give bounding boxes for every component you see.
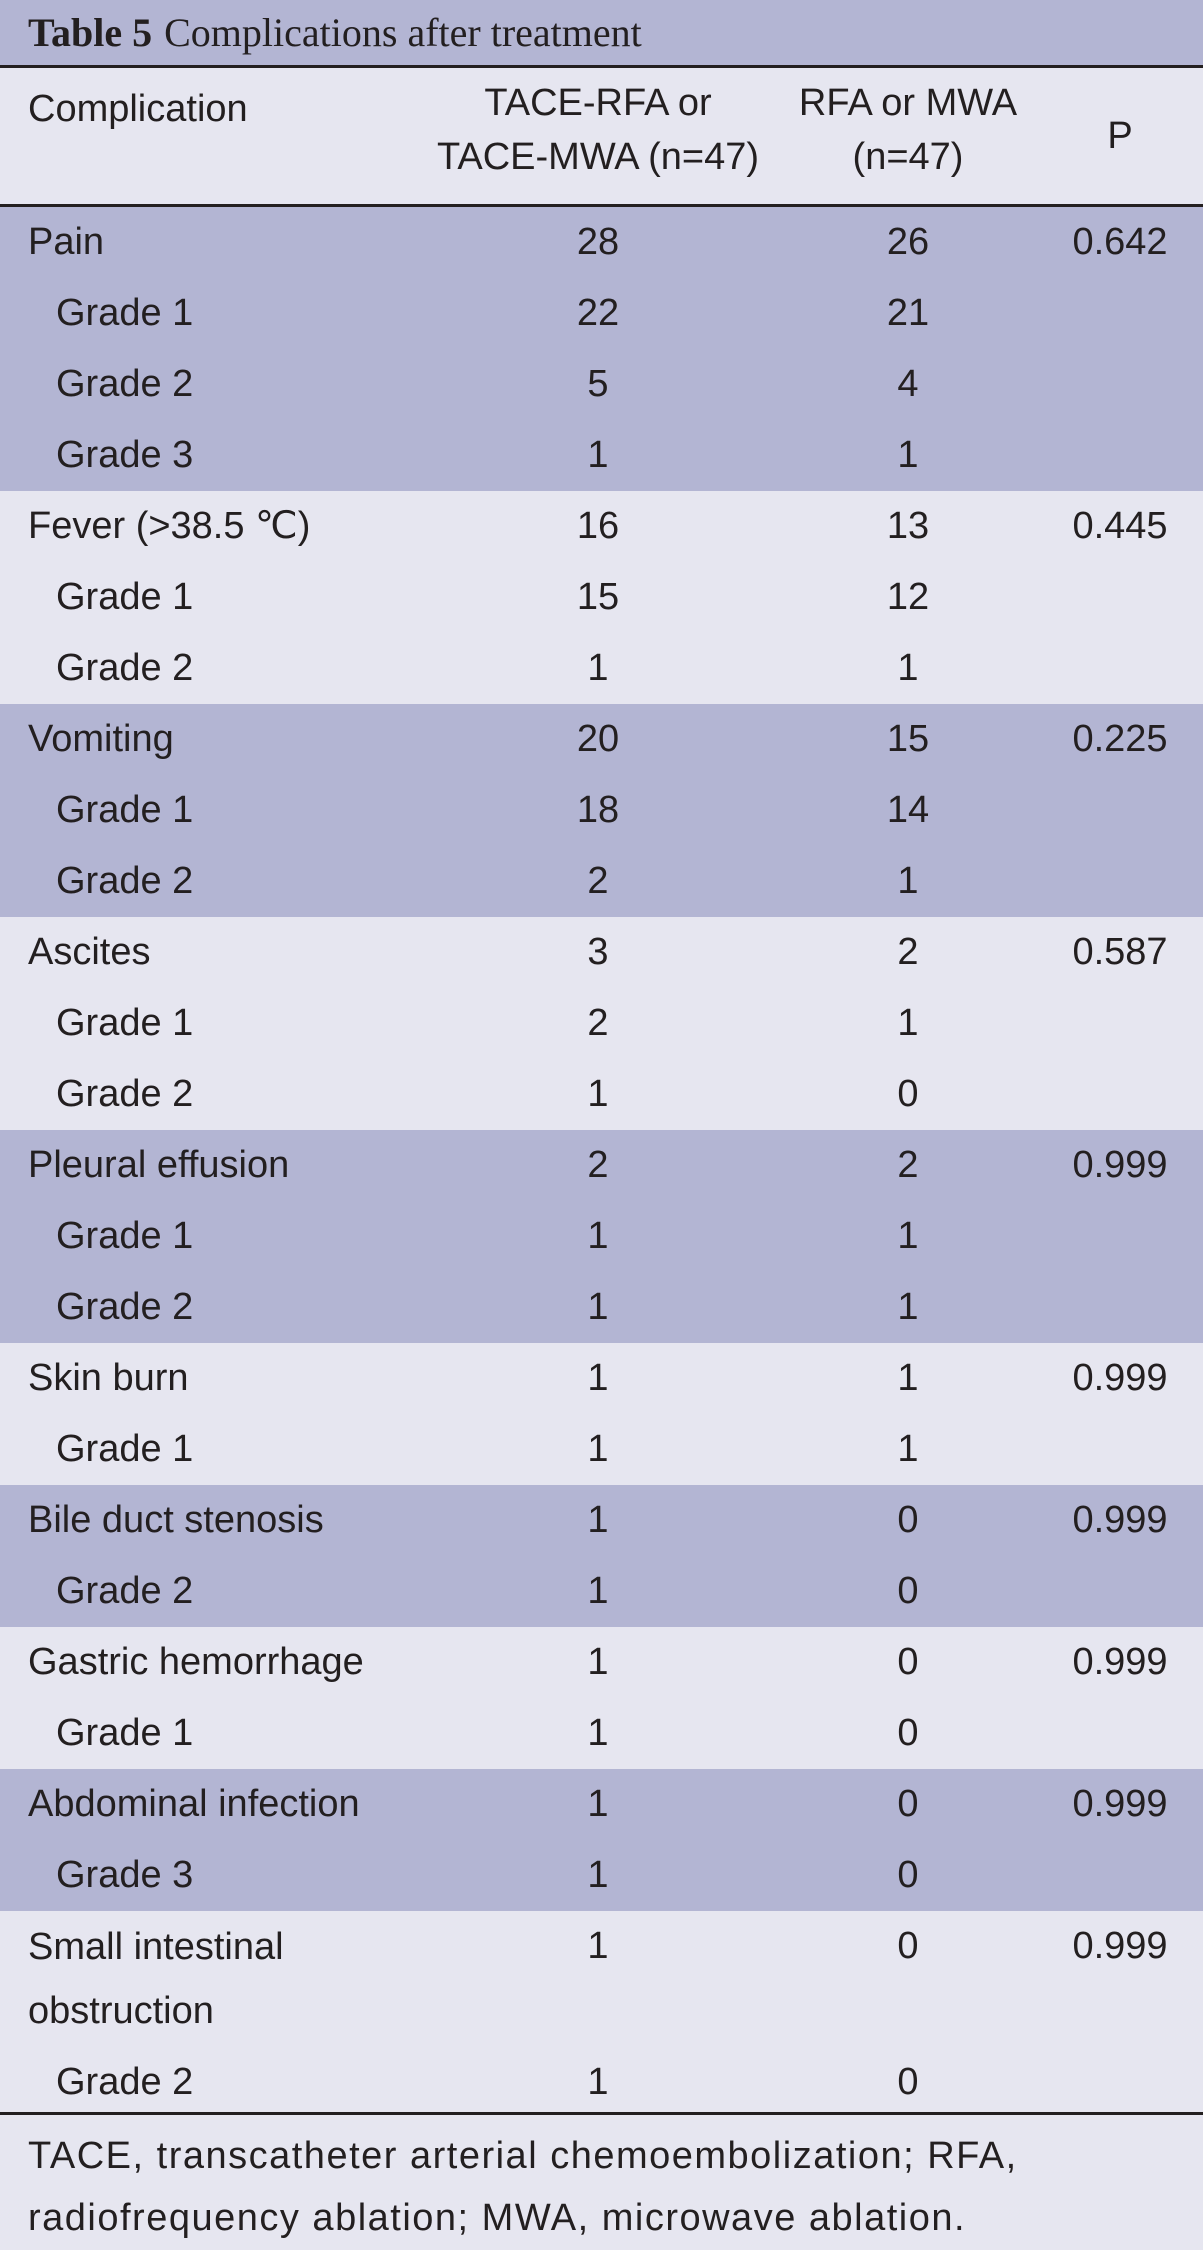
table-body: [0, 207, 1203, 2118]
table-footnote: TACE, transcatheter arterial chemoembolization; RFA, radiofrequency ablation; MWA, microwave ablation.: [0, 2112, 1203, 2250]
table-row-grade: [0, 1556, 1203, 1627]
value-group-b: 12: [886, 576, 930, 618]
table-row: [0, 917, 1203, 988]
header-complication: Complication: [28, 88, 248, 130]
value-group-a: 1: [587, 1712, 609, 1754]
table-row-grade: [0, 420, 1203, 491]
value-group-b: 26: [886, 221, 930, 263]
complication-name: Pain: [28, 221, 105, 263]
table-row-grade: [0, 988, 1203, 1059]
value-group-a: 2: [587, 860, 609, 902]
complication-name: Ascites: [28, 931, 151, 973]
complication-group: [0, 1627, 1203, 1769]
value-group-a: 15: [576, 576, 620, 618]
table-row: [0, 207, 1203, 278]
value-group-b: 21: [886, 292, 930, 334]
header-group-a-line1: TACE-RFA or: [484, 82, 712, 124]
table-row: [0, 1627, 1203, 1698]
complication-group: [0, 491, 1203, 704]
value-group-a: 1: [587, 1357, 609, 1399]
table-title: Complications after treatment: [164, 10, 642, 55]
value-group-b: 14: [886, 789, 930, 831]
table-label: Table 5: [28, 10, 153, 55]
table-row-grade: [0, 633, 1203, 704]
p-value: 0.999: [1072, 1783, 1168, 1825]
value-group-b: 2: [897, 931, 919, 973]
value-group-a: 1: [587, 647, 609, 689]
header-p: P: [1107, 115, 1133, 157]
header-group-b: [748, 76, 1068, 184]
grade-name: Grade 3: [56, 1854, 194, 1896]
grade-name: Grade 1: [56, 1002, 194, 1044]
value-group-a: 16: [576, 505, 620, 547]
grade-name: Grade 2: [56, 2061, 194, 2103]
header-group-b-line1: RFA or MWA: [798, 82, 1018, 124]
p-value: 0.587: [1072, 931, 1168, 973]
value-group-a: 1: [587, 2061, 609, 2103]
value-group-a: 1: [587, 1783, 609, 1825]
value-group-b: 1: [897, 1215, 919, 1257]
value-group-a: 1: [587, 1570, 609, 1612]
p-value: 0.225: [1072, 718, 1168, 760]
value-group-a: 1: [587, 1925, 609, 1967]
value-group-a: 1: [587, 1499, 609, 1541]
value-group-a: 1: [587, 1215, 609, 1257]
grade-name: Grade 1: [56, 1428, 194, 1470]
grade-name: Grade 1: [56, 1712, 194, 1754]
value-group-b: 0: [897, 1499, 919, 1541]
value-group-b: 0: [897, 1712, 919, 1754]
value-group-a: 20: [576, 718, 620, 760]
complication-name: Small intestinal obstruction: [28, 1926, 284, 2032]
grade-name: Grade 1: [56, 789, 194, 831]
grade-name: Grade 3: [56, 434, 194, 476]
value-group-a: 1: [587, 1286, 609, 1328]
grade-name: Grade 2: [56, 860, 194, 902]
complication-group: [0, 1911, 1203, 2118]
grade-name: Grade 2: [56, 1073, 194, 1115]
value-group-b: 0: [897, 1783, 919, 1825]
complication-group: [0, 1130, 1203, 1343]
grade-name: Grade 1: [56, 1215, 194, 1257]
table-row-grade: [0, 1059, 1203, 1130]
value-group-b: 1: [897, 1357, 919, 1399]
value-group-b: 1: [897, 860, 919, 902]
complication-group: [0, 207, 1203, 491]
table-caption: [0, 0, 1203, 68]
p-value: 0.642: [1072, 221, 1168, 263]
table-row-grade: [0, 1414, 1203, 1485]
value-group-a: 1: [587, 434, 609, 476]
value-group-b: 15: [886, 718, 930, 760]
table-row: [0, 491, 1203, 562]
value-group-b: 1: [897, 1002, 919, 1044]
complication-group: [0, 1343, 1203, 1485]
grade-name: Grade 1: [56, 292, 194, 334]
value-group-b: 1: [897, 434, 919, 476]
value-group-b: 0: [897, 1073, 919, 1115]
table-row-grade: [0, 278, 1203, 349]
value-group-a: 28: [576, 221, 620, 263]
value-group-b: 1: [897, 1428, 919, 1470]
p-value: 0.999: [1072, 1357, 1168, 1399]
table-row: [0, 1485, 1203, 1556]
value-group-b: 0: [897, 2061, 919, 2103]
value-group-b: 0: [897, 1854, 919, 1896]
p-value: 0.999: [1072, 1499, 1168, 1541]
header-group-a: [418, 76, 778, 184]
value-group-a: 1: [587, 1854, 609, 1896]
table-row: [0, 1769, 1203, 1840]
p-value: 0.999: [1072, 1144, 1168, 1186]
p-value: 0.445: [1072, 505, 1168, 547]
complication-group: [0, 917, 1203, 1130]
table-row: [0, 1130, 1203, 1201]
table-row-grade: [0, 1201, 1203, 1272]
table-row-grade: [0, 1840, 1203, 1911]
table-row-grade: [0, 846, 1203, 917]
table-row-grade: [0, 2047, 1203, 2118]
complication-name: Fever (>38.5 ℃): [28, 505, 311, 547]
complication-name: Vomiting: [28, 718, 174, 760]
table-row-grade: [0, 562, 1203, 633]
grade-name: Grade 2: [56, 647, 194, 689]
table-row-grade: [0, 1272, 1203, 1343]
value-group-a: 5: [587, 363, 609, 405]
value-group-a: 22: [576, 292, 620, 334]
complication-group: [0, 1485, 1203, 1627]
value-group-b: 13: [886, 505, 930, 547]
value-group-b: 1: [897, 647, 919, 689]
value-group-b: 2: [897, 1144, 919, 1186]
value-group-b: 0: [897, 1925, 919, 1967]
value-group-a: 1: [587, 1073, 609, 1115]
value-group-b: 0: [897, 1641, 919, 1683]
value-group-b: 1: [897, 1286, 919, 1328]
table-header: [0, 68, 1203, 207]
value-group-a: 2: [587, 1144, 609, 1186]
value-group-b: 4: [897, 363, 919, 405]
complication-group: [0, 704, 1203, 917]
header-group-b-line2: (n=47): [852, 136, 964, 178]
table-row-grade: [0, 1698, 1203, 1769]
grade-name: Grade 2: [56, 1570, 194, 1612]
table-row-grade: [0, 349, 1203, 420]
p-value: 0.999: [1072, 1925, 1168, 1967]
grade-name: Grade 2: [56, 363, 194, 405]
value-group-a: 2: [587, 1002, 609, 1044]
value-group-b: 0: [897, 1570, 919, 1612]
header-group-a-line2: TACE-MWA (n=47): [437, 136, 759, 178]
value-group-a: 18: [576, 789, 620, 831]
value-group-a: 3: [587, 931, 609, 973]
grade-name: Grade 2: [56, 1286, 194, 1328]
table-row: [0, 1343, 1203, 1414]
complication-name: Pleural effusion: [28, 1144, 290, 1186]
complication-name: Gastric hemorrhage: [28, 1641, 364, 1683]
complication-name: Abdominal infection: [28, 1783, 360, 1825]
table-row: [0, 1911, 1203, 2047]
table-row-grade: [0, 775, 1203, 846]
p-value: 0.999: [1072, 1641, 1168, 1683]
table-row: [0, 704, 1203, 775]
complication-name: Bile duct stenosis: [28, 1499, 324, 1541]
grade-name: Grade 1: [56, 576, 194, 618]
value-group-a: 1: [587, 1641, 609, 1683]
value-group-a: 1: [587, 1428, 609, 1470]
complication-group: [0, 1769, 1203, 1911]
complication-name: Skin burn: [28, 1357, 189, 1399]
